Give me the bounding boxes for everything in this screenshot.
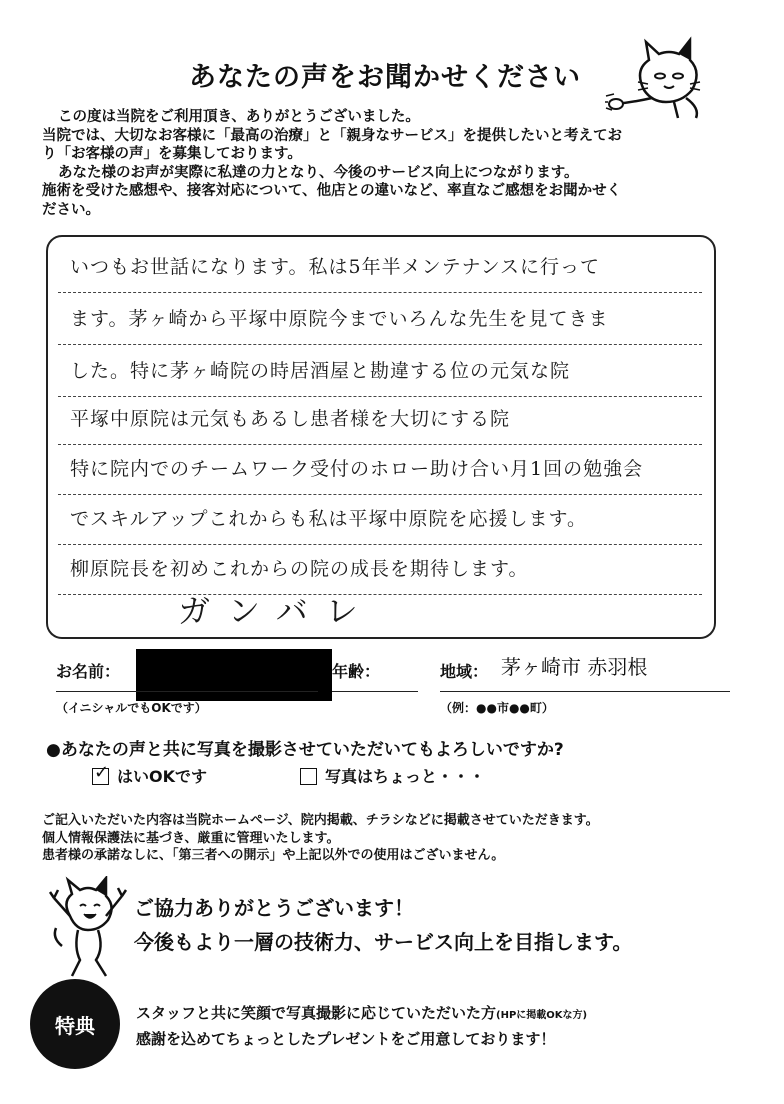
cat-illustration — [604, 30, 714, 120]
intro-line: あなた様のお声が実際に私達の力となり、今後のサービス向上につながります。 — [58, 164, 579, 181]
page-title: あなたの声をお聞かせください — [189, 62, 581, 93]
privacy-note — [42, 812, 742, 865]
name-label: お名前： — [56, 662, 121, 681]
feedback-line: 柳原院長を初めこれからの院の成長を期待します。 — [58, 543, 702, 595]
intro-line: ださい。 — [42, 201, 100, 218]
checkbox-no[interactable] — [300, 768, 317, 785]
feedback-line: 特に院内でのチームワーク受付のホロー助け合い月1回の勉強会 — [58, 443, 702, 495]
info-fields — [56, 655, 736, 715]
feedback-line: した。特に茅ヶ崎院の時居酒屋と勘違する位の元気な院 — [58, 345, 702, 397]
option-no-label: 写真はちょっと・・・ — [325, 767, 486, 786]
intro-line: この度は当院をご利用頂き、ありがとうございました。 — [58, 109, 420, 125]
thanks-heading: ご協力ありがとうございます！ — [134, 896, 414, 920]
option-no[interactable] — [300, 764, 485, 787]
intro-text — [42, 108, 742, 219]
photo-consent-question: ●あなたの声と共に写真を撮影させていただいてもよろしいですか? — [46, 740, 564, 760]
checkbox-yes[interactable] — [92, 762, 110, 785]
perk-badge: 特典 — [30, 979, 120, 1069]
region-label: 地域： — [440, 662, 489, 681]
feedback-line: 平塚中原院は元気もあるし患者様を大切にする院 — [58, 393, 702, 445]
privacy-line: 個人情報保護法に基づき、厳重に管理いたします。 — [42, 830, 340, 846]
feedback-line: ガンバレ — [178, 592, 376, 630]
region-note: （例：●●市●●町） — [440, 701, 554, 715]
region-field[interactable]: 茅ヶ崎市 赤羽根 — [501, 655, 648, 679]
option-yes-label: はいOKです — [117, 767, 208, 786]
name-note: （イニシャルでもOKです） — [56, 701, 207, 715]
perk-line-2: 感謝を込めてちょっとしたプレゼントをご用意しております！ — [136, 1030, 556, 1048]
region-underline — [440, 691, 730, 692]
intro-line: 施術を受けた感想や、接客対応について、他店との違いなど、率直なご感想をお聞かせく — [42, 183, 622, 199]
name-underline — [56, 691, 318, 692]
feedback-box[interactable] — [46, 235, 716, 639]
option-yes[interactable] — [92, 764, 207, 787]
name-field-redacted[interactable] — [136, 649, 332, 701]
age-label: 年齢： — [332, 662, 381, 681]
thanks-subheading: 今後もより一層の技術力、サービス向上を目指します。 — [134, 930, 633, 954]
privacy-line: 患者様の承諾なしに、「第三者への開示」や上記以外での使用はございません。 — [42, 848, 505, 863]
perk-note: (HPに掲載OKな方) — [496, 1010, 588, 1021]
check-icon: ✓ — [94, 762, 110, 783]
perk-line-1 — [136, 1002, 587, 1023]
perk-line-1-text: スタッフと共に笑顔で写真撮影に応じていただいた方 — [136, 1004, 497, 1022]
intro-line: 当院では、大切なお客様に「最高の治療」と「親身なサービス」を提供したいと考えてお — [42, 127, 622, 144]
cat-cheering-illustration — [48, 876, 128, 986]
feedback-line: ます。茅ヶ崎から平塚中原院今までいろんな先生を見てきま — [58, 293, 702, 345]
feedback-line: いつもお世話になります。私は5年半メンテナンスに行って — [58, 241, 702, 293]
age-underline — [332, 691, 418, 692]
privacy-line: ご記入いただいた内容は当院ホームページ、院内掲載、チラシなどに掲載させていただきます。 — [42, 813, 599, 828]
feedback-line: でスキルアップこれからも私は平塚中原院を応援します。 — [58, 493, 702, 545]
intro-line: り「お客様の声」を募集しております。 — [42, 146, 302, 162]
